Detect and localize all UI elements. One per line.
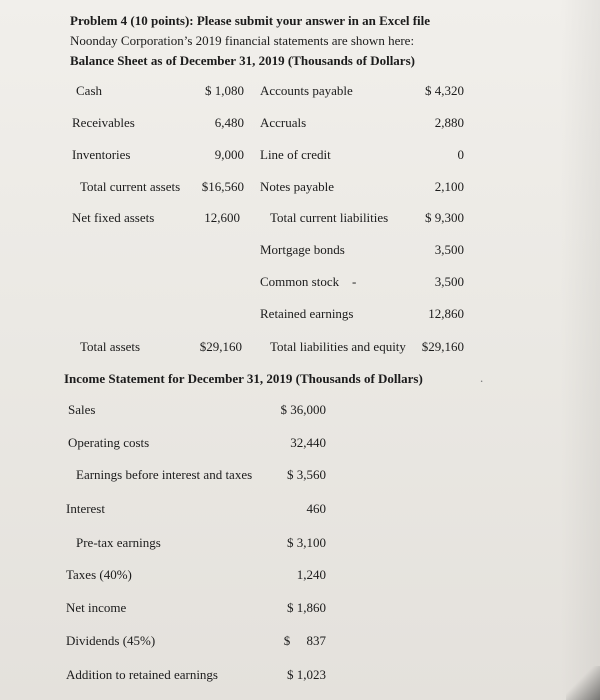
total-assets-value: $29,160 [199, 339, 242, 354]
net-income-value: $ 1,860 [287, 600, 326, 615]
balance-sheet-title: Balance Sheet as of December 31, 2019 (Thousands of Dollars) [70, 53, 415, 68]
mortgage-bonds-value: 3,500 [434, 242, 464, 257]
mortgage-bonds-label: Mortgage bonds [260, 242, 345, 257]
dividends-value: $ 837 [283, 633, 326, 648]
total-current-liabilities-value: $ 9,300 [425, 210, 464, 225]
net-fixed-assets-value: 12,600 [204, 210, 240, 225]
ebit-value: $ 3,560 [287, 467, 326, 482]
accruals-value: 2,880 [434, 115, 464, 130]
dividends-label: Dividends (45%) [66, 633, 156, 648]
sales-value: $ 36,000 [280, 402, 326, 417]
page-corner-shadow [566, 666, 600, 700]
page-shadow [560, 0, 600, 700]
total-current-assets-label: Total current assets [80, 179, 181, 194]
cash-value: $ 1,080 [205, 83, 244, 98]
notes-payable-label: Notes payable [260, 179, 335, 194]
retained-earnings-value: 12,860 [428, 306, 464, 321]
interest-value: 460 [306, 501, 326, 516]
total-liabilities-equity-label: Total liabilities and equity [270, 339, 406, 354]
accounts-payable-value: $ 4,320 [425, 83, 464, 98]
total-current-liabilities-label: Total current liabilities [270, 210, 389, 225]
sales-label: Sales [68, 402, 96, 417]
net-fixed-assets-label: Net fixed assets [72, 210, 155, 225]
pretax-earnings-value: $ 3,100 [287, 535, 326, 550]
line-of-credit-label: Line of credit [260, 147, 331, 162]
taxes-value: 1,240 [296, 567, 326, 582]
accounts-payable-label: Accounts payable [260, 83, 353, 98]
operating-costs-value: 32,440 [290, 435, 326, 450]
income-statement-title: Income Statement for December 31, 2019 (Thousands of Dollars) [64, 371, 423, 386]
total-current-assets-value: $16,560 [201, 179, 244, 194]
total-liabilities-equity-value: $29,160 [421, 339, 464, 354]
common-stock-label: Common stock [260, 274, 340, 289]
problem-heading: Problem 4 (10 points): Please submit your answer in an Excel file [70, 13, 431, 28]
pretax-earnings-label: Pre-tax earnings [76, 535, 161, 550]
accruals-label: Accruals [260, 115, 307, 130]
retained-earnings-label: Retained earnings [260, 306, 354, 321]
stray-dash-mark: - [352, 274, 357, 289]
line-of-credit-value: 0 [457, 147, 464, 162]
receivables-label: Receivables [72, 115, 135, 130]
taxes-label: Taxes (40%) [66, 567, 132, 582]
net-income-label: Net income [66, 600, 127, 615]
interest-label: Interest [66, 501, 105, 516]
ebit-label: Earnings before interest and taxes [76, 467, 253, 482]
stray-dot-mark: . [480, 370, 484, 385]
inventories-value: 9,000 [214, 147, 244, 162]
addition-retained-earnings-value: $ 1,023 [287, 667, 326, 682]
intro-text: Noonday Corporation’s 2019 financial statements are shown here: [70, 33, 415, 48]
receivables-value: 6,480 [214, 115, 244, 130]
common-stock-value: 3,500 [434, 274, 464, 289]
notes-payable-value: 2,100 [434, 179, 464, 194]
inventories-label: Inventories [72, 147, 131, 162]
cash-label: Cash [76, 83, 102, 98]
operating-costs-label: Operating costs [68, 435, 150, 450]
addition-retained-earnings-label: Addition to retained earnings [66, 667, 218, 682]
total-assets-label: Total assets [80, 339, 141, 354]
